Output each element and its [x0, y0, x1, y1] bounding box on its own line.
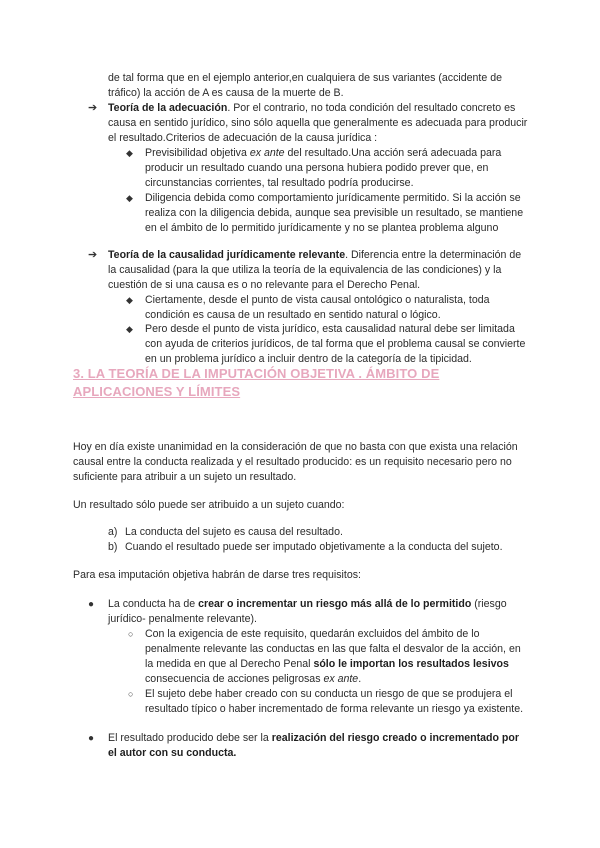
requisito-1 [108, 597, 532, 627]
req1-pre: La conducta ha de [108, 598, 199, 610]
causalidad-title: Teoría de la causalidad jurídicamente relevante [108, 249, 346, 261]
lettered-item-a: La conducta del sujeto es causa del resultado. [125, 526, 343, 538]
circle-bullet-icon: ○ [128, 689, 134, 699]
req2-bold: realización del riesgo creado o incrementado por el autor con su conducta. [108, 732, 519, 759]
req1-sub1-mid: consecuencia de acciones peligrosas [145, 673, 324, 685]
requisito-2 [108, 731, 528, 761]
req1-sub1-pre: Con la exigencia de este requisito, quedarán excluidos del ámbito de lo penalmente relevante las conductas en las que falta el desvalor de la acción, en la medida en que al Derecho Penal [145, 628, 521, 670]
requisito-1-sub-2: El sujeto debe haber creado con su conducta un riesgo de que se produjera el resultado típico o haber incrementado de forma relevante un riesgo ya existente. [145, 688, 524, 715]
intro-paragraph: Hoy en día existe unanimidad en la consideración de que no basta con que exista una relación causal entre la conducta realizada y el resultado producido: es un requisito necesario pero no suficiente para atribuir a un sujeto un resultado. [73, 441, 518, 483]
diamond-bullet-icon: ◆ [126, 193, 133, 203]
atribuido-line: Un resultado sólo puede ser atribuido a un sujeto cuando: [73, 499, 345, 511]
req1-post: (riesgo jurídico- penalmente relevante). [108, 598, 507, 625]
causalidad-paragraph [108, 248, 530, 293]
causalidad-item-2: Pero desde el punto de vista jurídico, esta causalidad natural debe ser limitada con ayuda de criterios jurídicos, de tal forma que el problema causal se convierte en un problema jurídico a incluir dentro de la categoría de la tipicidad. [145, 323, 526, 365]
circle-bullet-icon: ○ [128, 629, 134, 639]
adecuacion-item-1-pre: Previsibilidad objetiva [145, 147, 250, 159]
causalidad-text: . Diferencia entre la determinación de la causalidad (para la que utiliza la teoría de la equivalencia de las condiciones) y la cuestión de si una causa es o no relevante para el Derecho Penal. [108, 249, 522, 291]
requisitos-line: Para esa imputación objetiva habrán de darse tres requisitos: [73, 569, 361, 581]
adecuacion-item-1-italic: ex ante [249, 147, 285, 159]
adecuacion-title: Teoría de la adecuación [108, 102, 228, 114]
diamond-bullet-icon: ◆ [126, 148, 133, 158]
req1-sub1-post: . [358, 673, 362, 685]
disc-bullet-icon: ● [88, 599, 95, 610]
lettered-item-b: Cuando el resultado puede ser imputado objetivamente a la conducta del sujeto. [125, 541, 503, 553]
adecuacion-paragraph [108, 101, 528, 146]
requisito-1-sub-1 [145, 627, 529, 687]
adecuacion-item-1-post: del resultado.Una acción será adecuada para producir un resultado cuando una persona hubiera podido prever que, en circunstancias corrientes, tal resultado podría producirse. [145, 147, 502, 189]
req1-bold: crear o incrementar un riesgo más allá de lo permitido [198, 598, 472, 610]
arrow-bullet-icon: ➔ [88, 102, 98, 114]
req1-sub1-italic: ex ante [323, 673, 359, 685]
adecuacion-text: . Por el contrario, no toda condición del resultado concreto es causa en sentido jurídico, sino sólo aquella que generalmente es adecuada para producir el resultado.Criterios de adecuación de la causa jurídica : [108, 102, 528, 144]
list-marker-b: b) [108, 541, 118, 553]
diamond-bullet-icon: ◆ [126, 324, 133, 334]
disc-bullet-icon: ● [88, 733, 95, 744]
list-marker-a: a) [108, 526, 118, 538]
adecuacion-item-1 [145, 146, 529, 191]
section-heading: 3. LA TEORÍA DE LA IMPUTACIÓN OBJETIVA . ÁMBITO DE APLICACIONES Y LÍMITES [73, 366, 440, 399]
causalidad-item-1: Ciertamente, desde el punto de vista causal ontológico o naturalista, toda condición es causa de un resultado en sentido natural o lógico. [145, 294, 490, 321]
continuation-paragraph: de tal forma que en el ejemplo anterior,en cualquiera de sus variantes (accidente de tráfico) la acción de A es causa de la muerte de B. [108, 72, 502, 99]
diamond-bullet-icon: ◆ [126, 295, 133, 305]
req2-pre: El resultado producido debe ser la [108, 732, 272, 744]
req1-sub1-bold: sólo le importan los resultados lesivos [313, 658, 509, 670]
adecuacion-item-2: Diligencia debida como comportamiento jurídicamente permitido. Si la acción se realiza con la diligencia debida, aunque sea previsible un resultado, se mantiene en el ámbito de lo permitido jurídicamente y no se plantea problema alguno [145, 192, 524, 234]
arrow-bullet-icon: ➔ [88, 249, 98, 261]
